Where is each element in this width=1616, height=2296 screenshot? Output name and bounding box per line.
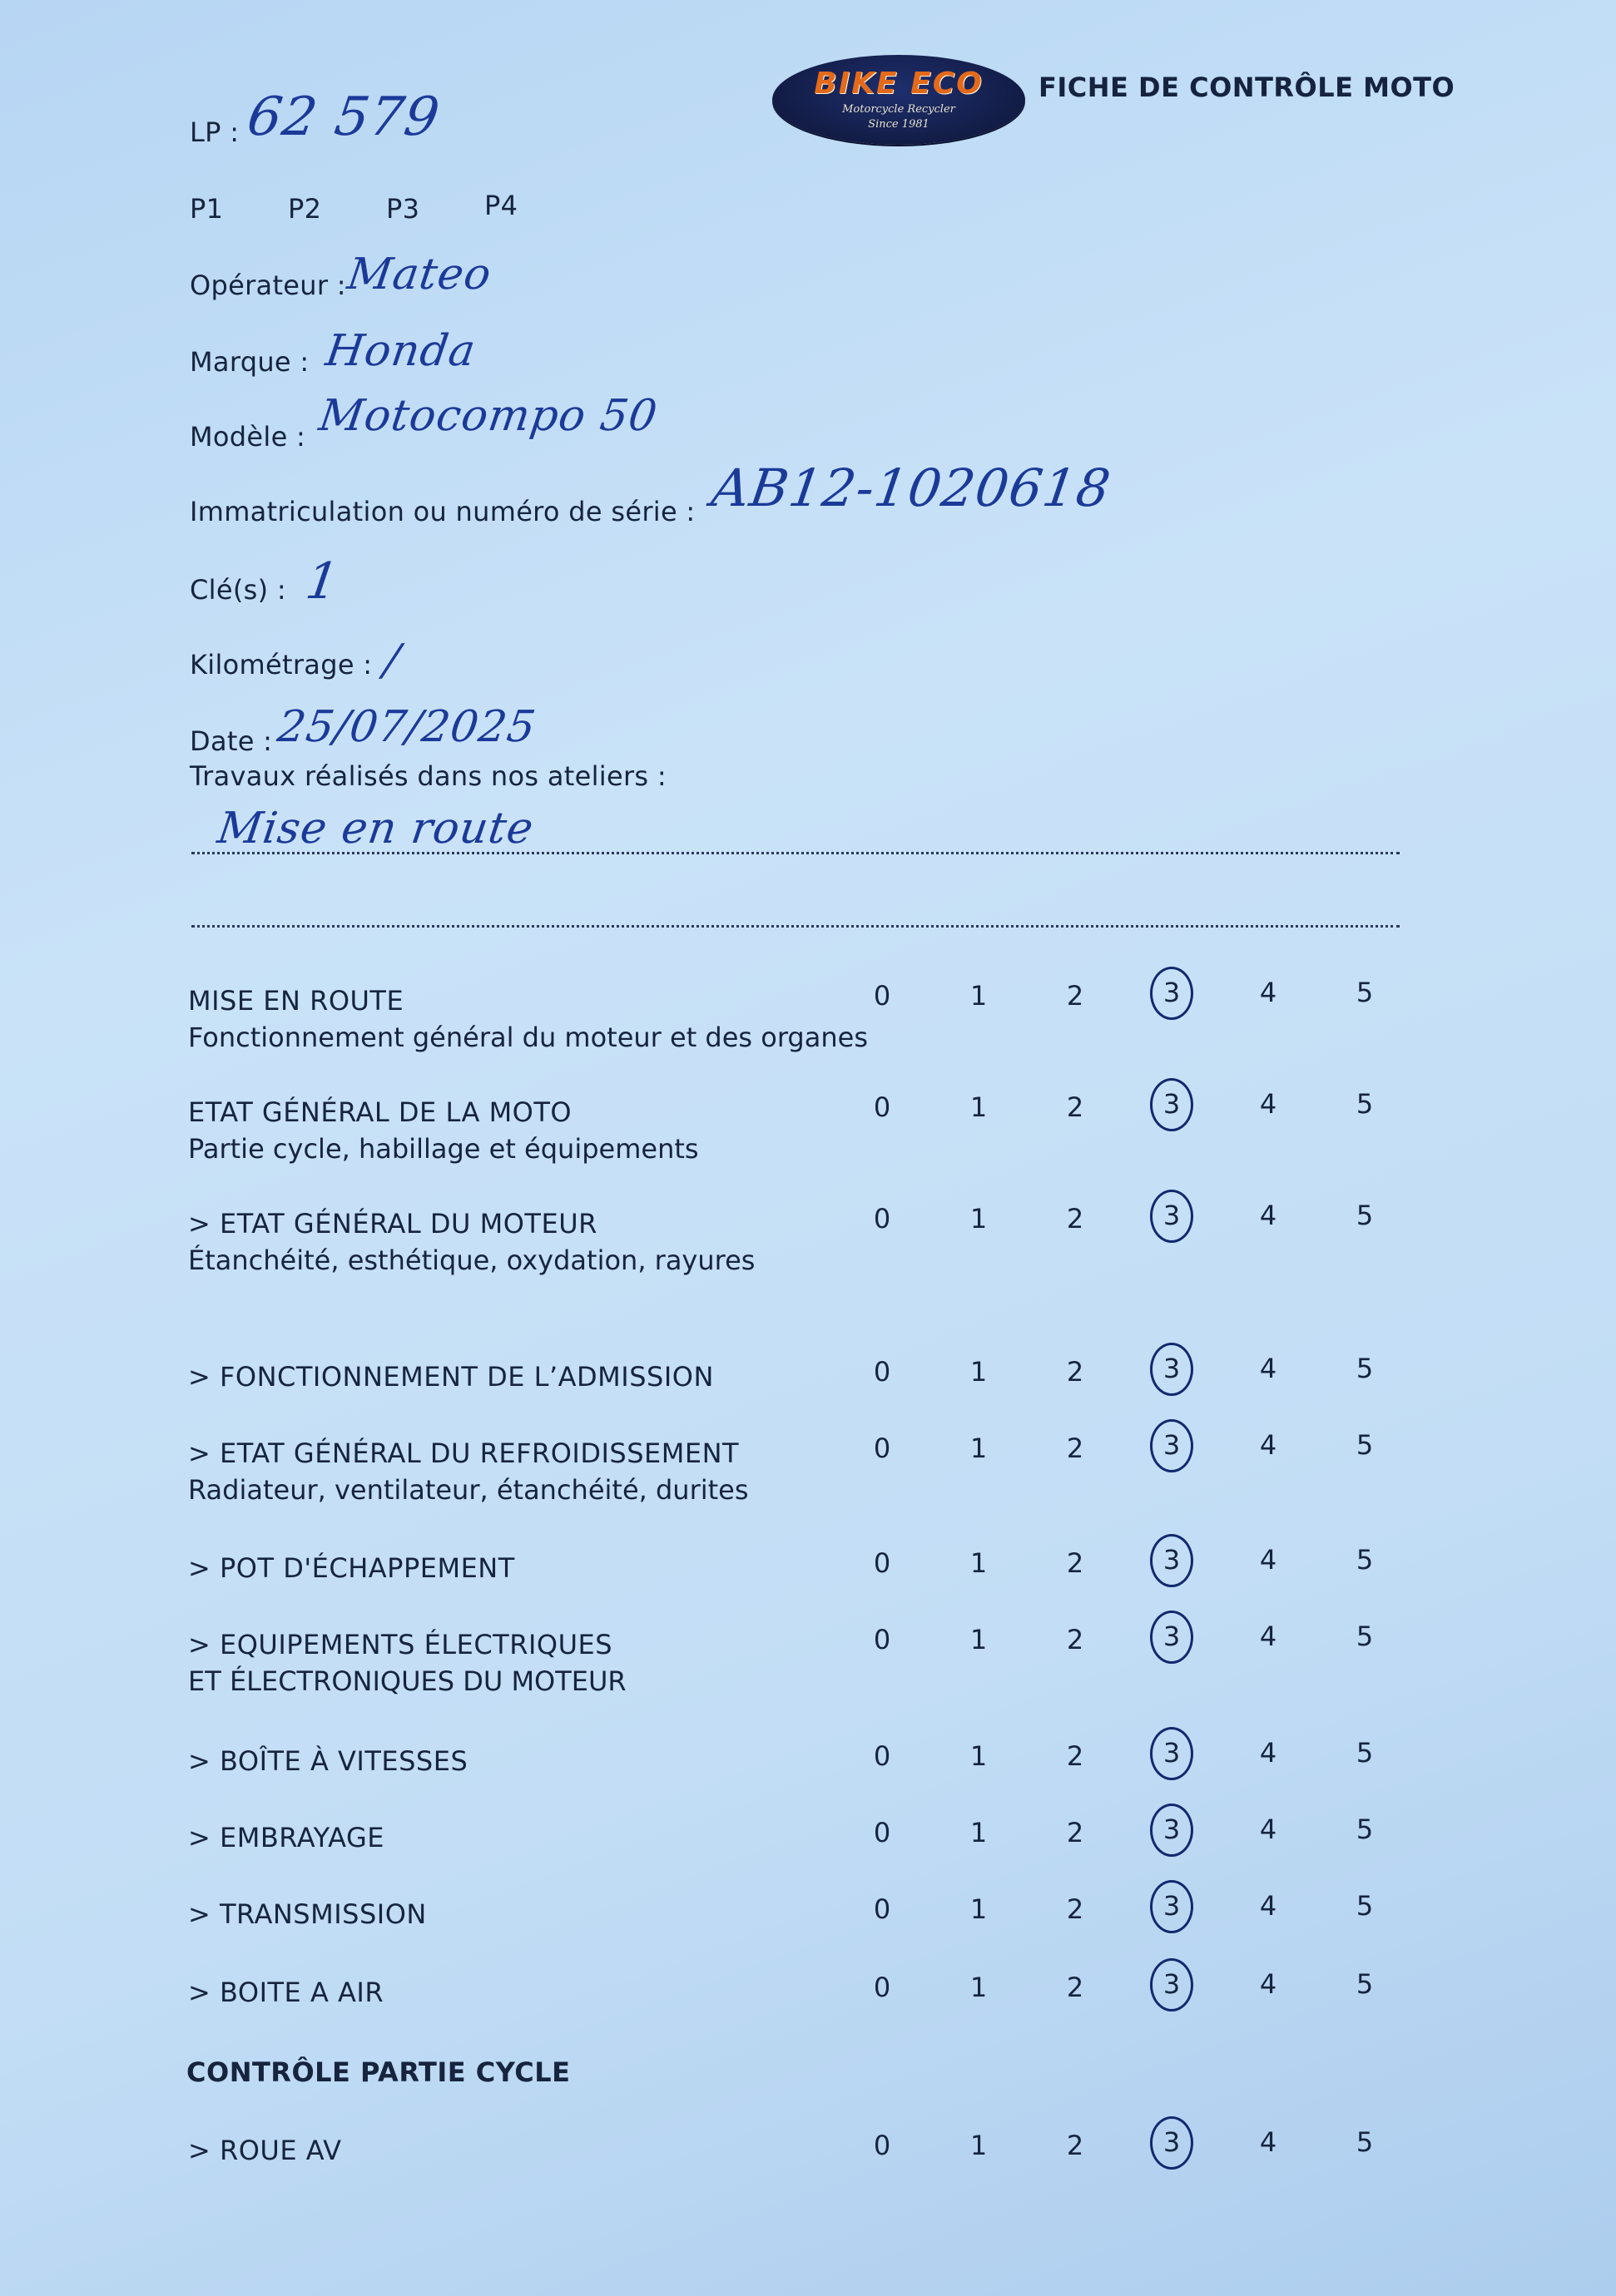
rating-option-1[interactable]: 1 [969,1356,988,1388]
logo-tagline: Motorcycle Recycler [842,103,955,116]
registration-label: Immatriculation ou numéro de série : [190,496,696,527]
rating-option-0[interactable]: 0 [873,1203,891,1235]
rating-option-5[interactable]: 5 [1356,1890,1374,1922]
check-title: ETAT GÉNÉRAL DE LA MOTO [188,1096,573,1128]
rating-option-0[interactable]: 0 [873,1893,891,1925]
rating-option-1[interactable]: 1 [969,1203,988,1235]
cycle-section-heading: CONTRÔLE PARTIE CYCLE [186,2056,571,2088]
model-label: Modèle : [190,421,306,453]
rating-circle-mark [1150,1804,1193,1857]
rating-circle-mark [1150,1534,1193,1587]
rating-option-5[interactable]: 5 [1356,1088,1374,1120]
check-title: > EMBRAYAGE [188,1822,385,1853]
rating-option-4[interactable]: 4 [1259,1814,1277,1845]
rating-option-2[interactable]: 2 [1066,1356,1084,1388]
rating-circle-mark [1150,1078,1193,1131]
check-title: > EQUIPEMENTS ÉLECTRIQUES [188,1629,613,1660]
rating-option-5[interactable]: 5 [1356,1544,1374,1576]
check-title: > POT D'ÉCHAPPEMENT [188,1552,515,1584]
rating-option-2[interactable]: 2 [1066,1203,1084,1235]
check-title: MISE EN ROUTE [188,985,404,1017]
rating-option-2[interactable]: 2 [1066,1972,1084,2003]
check-subtitle: Étanchéité, esthétique, oxydation, rayures [188,1244,756,1276]
rating-option-3[interactable]: 3 [1155,2126,1188,2158]
position-p3: P3 [386,193,420,225]
rating-option-4[interactable]: 4 [1259,1429,1277,1461]
rating-option-0[interactable]: 0 [873,1624,891,1655]
rating-option-1[interactable]: 1 [969,980,988,1012]
works-line-2 [191,925,1400,928]
check-subtitle: Fonctionnement général du moteur et des organes [188,1022,868,1053]
rating-option-5[interactable]: 5 [1356,1968,1374,2000]
check-title: > TRANSMISSION [188,1898,427,1930]
rating-circle-mark [1150,1880,1193,1933]
rating-option-1[interactable]: 1 [969,1817,988,1848]
rating-option-1[interactable]: 1 [969,2130,988,2161]
works-value: Mise en route [214,804,538,854]
rating-option-1[interactable]: 1 [969,1740,988,1772]
rating-option-4[interactable]: 4 [1259,1088,1277,1120]
rating-option-0[interactable]: 0 [873,1817,891,1848]
model-value: Motocompo 50 [315,391,662,441]
rating-option-4[interactable]: 4 [1259,1737,1277,1769]
position-p4: P4 [484,190,518,221]
lp-value: 62 579 [243,87,444,148]
rating-option-2[interactable]: 2 [1066,1893,1084,1925]
check-subtitle: Radiateur, ventilateur, étanchéité, durites [188,1474,749,1506]
logo-since: Since 1981 [868,118,929,131]
keys-value: 1 [302,552,344,611]
rating-option-4[interactable]: 4 [1259,1353,1277,1384]
rating-option-4[interactable]: 4 [1259,1968,1277,2000]
check-subtitle: ET ÉLECTRONIQUES DU MOTEUR [188,1665,627,1697]
date-value: 25/07/2025 [274,702,539,752]
rating-option-2[interactable]: 2 [1066,2130,1084,2161]
rating-option-5[interactable]: 5 [1356,1621,1374,1652]
rating-option-3[interactable]: 3 [1155,1968,1188,2000]
rating-option-3[interactable]: 3 [1155,1088,1188,1120]
check-title: > ETAT GÉNÉRAL DU REFROIDISSEMENT [188,1437,740,1469]
mileage-value: / [380,636,404,685]
rating-option-3[interactable]: 3 [1155,1544,1188,1576]
rating-option-2[interactable]: 2 [1066,1624,1084,1655]
rating-option-1[interactable]: 1 [969,1091,988,1123]
rating-option-2[interactable]: 2 [1066,1091,1084,1123]
rating-option-1[interactable]: 1 [969,1624,988,1655]
rating-option-3[interactable]: 3 [1155,1429,1188,1461]
registration-value: AB12-1020618 [707,458,1115,518]
rating-option-5[interactable]: 5 [1356,1814,1374,1845]
position-p1: P1 [190,193,224,225]
logo-name: BIKE ECO [814,67,984,101]
check-title: > BOITE A AIR [188,1977,384,2008]
rating-option-5[interactable]: 5 [1356,977,1374,1008]
rating-option-0[interactable]: 0 [873,1356,891,1388]
rating-option-3[interactable]: 3 [1155,1890,1188,1922]
lp-label: LP : [190,116,240,148]
rating-circle-mark [1150,1727,1193,1780]
brand-value: Honda [322,326,479,376]
rating-option-0[interactable]: 0 [873,980,891,1012]
check-title: > FONCTIONNEMENT DE L’ADMISSION [188,1361,714,1393]
operator-value: Mateo [344,250,495,299]
rating-option-3[interactable]: 3 [1155,1814,1188,1845]
rating-option-5[interactable]: 5 [1356,1429,1374,1461]
rating-option-2[interactable]: 2 [1066,1433,1084,1464]
rating-option-0[interactable]: 0 [873,1972,891,2003]
position-p2: P2 [288,193,322,225]
rating-option-2[interactable]: 2 [1066,1817,1084,1848]
check-subtitle: Partie cycle, habillage et équipements [188,1133,699,1165]
rating-option-4[interactable]: 4 [1259,1890,1277,1922]
operator-label: Opérateur : [190,270,346,301]
rating-option-0[interactable]: 0 [873,2130,891,2161]
check-title: > ETAT GÉNÉRAL DU MOTEUR [188,1208,597,1240]
rating-option-0[interactable]: 0 [873,1091,891,1123]
brand-label: Marque : [190,346,310,378]
rating-option-4[interactable]: 4 [1259,977,1277,1008]
rating-option-4[interactable]: 4 [1259,1200,1277,1231]
rating-circle-mark [1150,1343,1193,1396]
rating-option-4[interactable]: 4 [1259,1544,1277,1576]
form-title: FICHE DE CONTRÔLE MOTO [1039,72,1455,103]
rating-option-2[interactable]: 2 [1066,1740,1084,1772]
rating-option-5[interactable]: 5 [1356,1200,1374,1231]
rating-option-2[interactable]: 2 [1066,980,1084,1012]
rating-option-5[interactable]: 5 [1356,1737,1374,1769]
check-title: > ROUE AV [188,2135,342,2166]
rating-option-3[interactable]: 3 [1155,1621,1188,1652]
rating-option-5[interactable]: 5 [1356,1353,1374,1384]
works-label: Travaux réalisés dans nos ateliers : [190,760,667,792]
date-label: Date : [190,725,273,757]
bike-eco-logo [772,55,1025,145]
rating-option-1[interactable]: 1 [969,1893,988,1925]
rating-circle-mark [1150,1958,1193,2011]
rating-option-0[interactable]: 0 [873,1547,891,1579]
rating-option-3[interactable]: 3 [1155,1200,1188,1231]
rating-option-0[interactable]: 0 [873,1740,891,1772]
rating-option-5[interactable]: 5 [1356,2126,1374,2158]
rating-option-3[interactable]: 3 [1155,1353,1188,1384]
rating-option-1[interactable]: 1 [969,1972,988,2003]
rating-option-3[interactable]: 3 [1155,1737,1188,1769]
mileage-label: Kilométrage : [190,649,373,680]
rating-option-4[interactable]: 4 [1259,2126,1277,2158]
rating-circle-mark [1150,1190,1193,1243]
keys-label: Clé(s) : [190,574,286,606]
check-title: > BOÎTE À VITESSES [188,1745,468,1777]
rating-option-4[interactable]: 4 [1259,1621,1277,1652]
rating-circle-mark [1150,967,1193,1020]
rating-option-0[interactable]: 0 [873,1433,891,1464]
rating-option-2[interactable]: 2 [1066,1547,1084,1579]
rating-circle-mark [1150,1611,1193,1664]
rating-circle-mark [1150,2116,1193,2170]
rating-option-3[interactable]: 3 [1155,977,1188,1008]
rating-option-1[interactable]: 1 [969,1547,988,1579]
rating-option-1[interactable]: 1 [969,1433,988,1464]
works-line-1 [191,852,1400,854]
rating-circle-mark [1150,1419,1193,1472]
